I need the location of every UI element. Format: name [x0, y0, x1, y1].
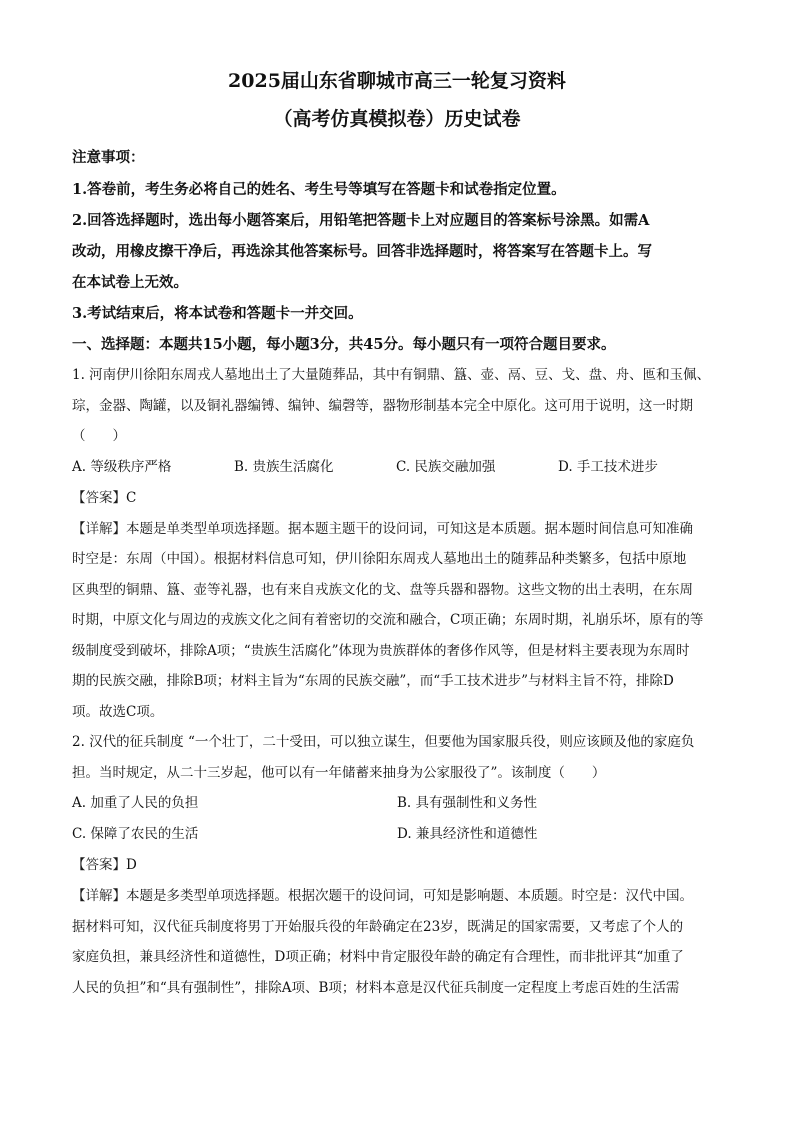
q2-option-b: B. 具有强制性和义务性	[397, 795, 538, 811]
q2-stem-line-2: 担。当时规定，从二十三岁起，他可以有一年储蓄来抽身为公家服役了”。该制度（ ）	[72, 764, 606, 781]
q1-detail-line-5: 级制度受到破坏，排除A项；“贵族生活腐化”体现为贵族群体的奢侈作风等，但是材料主要表现为东周时	[72, 642, 690, 659]
q2-options-row-2	[72, 819, 722, 850]
notice-item-2-line-3: 在本试卷上无效。	[72, 274, 188, 291]
exam-subtitle: （高考仿真模拟卷）历史试卷	[273, 108, 521, 130]
q1-detail-line-1	[72, 514, 722, 545]
q2-answer-tag: 【答案】	[72, 857, 126, 873]
question-1	[72, 360, 722, 727]
q2-detail-tag: 【详解】	[72, 888, 126, 904]
q1-stem-line-2: 琮，金器、陶罐，以及铜礼器编镈、编钟、编磬等，器物形制基本完全中原化。这可用于说明，这一时期	[72, 397, 693, 414]
q2-answer-value: D	[126, 857, 137, 873]
q1-answer-tag: 【答案】	[72, 489, 126, 506]
q2-detail-line-1	[72, 881, 722, 912]
q2-detail-line-3: 家庭负担，兼具经济性和道德性，D项正确；材料中肯定服役年龄的确定有合理性，而非批评其“加重了	[72, 949, 684, 965]
q1-option-c: C. 民族交融加强	[396, 458, 496, 475]
q2-stem-line-1: 2. 汉代的征兵制度 “一个壮丁，二十受田，可以独立谋生，但要他为国家服兵役，则应该顾及他的家庭负	[72, 734, 695, 750]
q1-detail-line-7: 项。故选C项。	[72, 703, 164, 720]
q2-option-a: A. 加重了人民的负担	[72, 795, 199, 811]
exam-title: 2025届山东省聊城市高三一轮复习资料	[228, 70, 566, 92]
q1-stem-line-1: 1. 河南伊川徐阳东周戎人墓地出土了大量随葬品，其中有铜鼎、簋、壶、鬲、豆、戈、盘、舟、匜和玉佩、	[72, 367, 711, 383]
section-heading: 一、选择题：本题共15小题，每小题3分，共45分。每小题只有一项符合题目要求。	[72, 336, 616, 353]
q1-answer	[72, 483, 722, 514]
notice-heading: 注意事项：	[72, 149, 145, 166]
q1-option-b: B. 贵族生活腐化	[234, 458, 334, 475]
q2-detail-line-4: 人民的负担”和“具有强制性”，排除A项、B项；材料本意是汉代征兵制度一定程度上考虑百姓的生活需	[72, 979, 680, 996]
q1-stem-line-3: （ ）	[72, 428, 126, 444]
notice-item-1: 1.答卷前，考生务必将自己的姓名、考生号等填写在答题卡和试卷指定位置。	[72, 181, 566, 198]
q2-option-c: C. 保障了农民的生活	[72, 826, 199, 842]
q1-detail-line-3: 区典型的铜鼎、簋、壶等礼器，也有来自戎族文化的戈、盘等兵器和器物。这些文物的出土表明，在东周	[72, 581, 693, 598]
q1-option-a: A. 等级秩序严格	[72, 458, 172, 475]
q1-answer-value: C	[126, 489, 137, 506]
q2-detail-text-1: 本题是多类型单项选择题。根据次题干的设问词，可知是影响题、本质题。时空是：汉代中国。	[126, 888, 693, 904]
q1-detail-line-2: 时空是：东周（中国）。根据材料信息可知，伊川徐阳东周戎人墓地出土的随葬品种类繁多，包括中原地	[72, 551, 687, 567]
q2-answer	[72, 850, 722, 881]
q1-detail-tag: 【详解】	[72, 520, 126, 537]
q1-option-d: D. 手工技术进步	[558, 458, 658, 475]
exam-page	[72, 62, 722, 1003]
notice-item-2-line-2: 改动，用橡皮擦干净后，再选涂其他答案标号。回答非选择题时，将答案写在答题卡上。写	[72, 243, 652, 260]
q1-detail-text-1: 本题是单类型单项选择题。据本题主题干的设问词，可知这是本质题。据本题时间信息可知准确	[126, 520, 693, 537]
notice-item-2-line-1: 2.回答选择题时，选出每小题答案后，用铅笔把答题卡上对应题目的答案标号涂黑。如需A	[72, 212, 650, 229]
q1-detail-line-6: 期的民族交融，排除B项；材料主旨为“东周的民族交融”，而“手工技术进步”与材料主旨不符，排除D	[72, 673, 674, 689]
q1-detail-line-4: 时期，中原文化与周边的戎族文化之间有着密切的交流和融合，C项正确；东周时期，礼崩乐坏，原有的等	[72, 612, 704, 628]
q2-option-d: D. 兼具经济性和道德性	[397, 826, 538, 842]
question-2	[72, 727, 722, 1003]
q2-options-row-1	[72, 788, 722, 819]
notice-item-3: 3.考试结束后，将本试卷和答题卡一并交回。	[72, 305, 363, 322]
q2-detail-line-2: 据材料可知，汉代征兵制度将男丁开始服兵役的年龄确定在23岁，既满足的国家需要，又考虑了个人的	[72, 918, 684, 935]
q1-options	[72, 452, 722, 483]
